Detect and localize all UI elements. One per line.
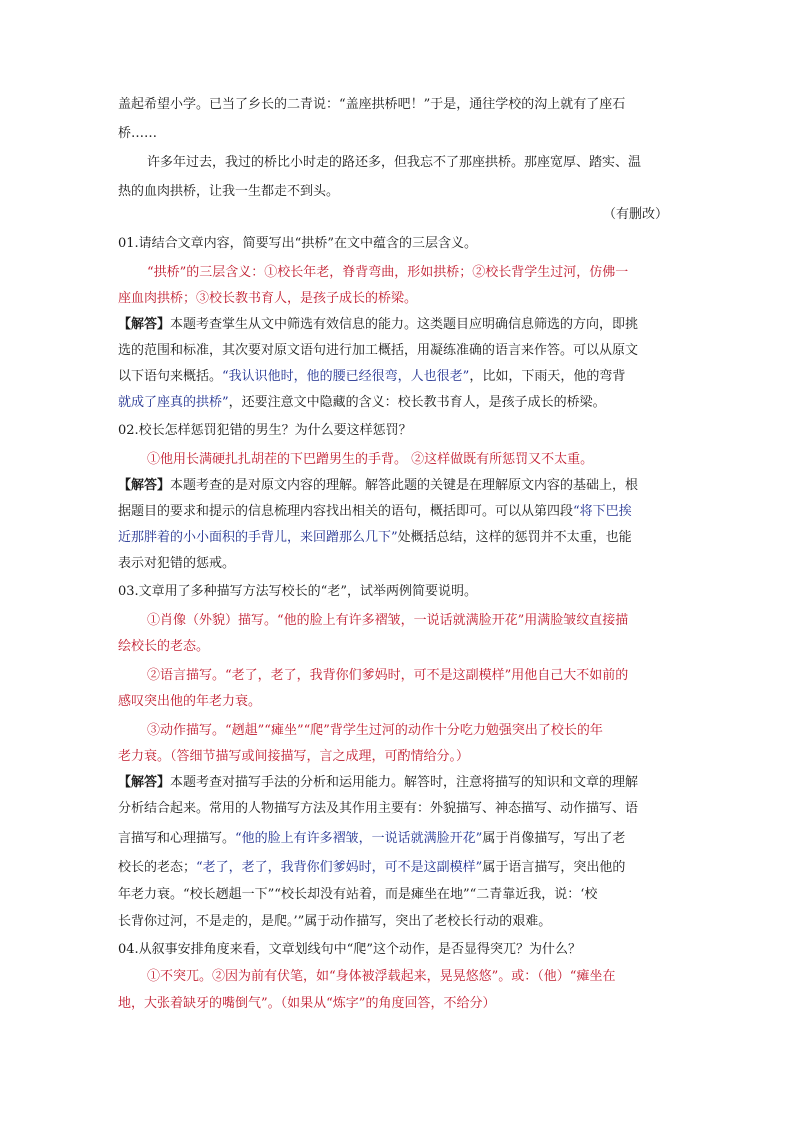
explanation-2-line: 表示对犯错的惩戒。 [118,556,236,571]
explanation-text: 处概括总结，这样的惩罚并不太重，也能 [397,530,632,545]
answer-1-cont: 座血肉拱桥；③校长教书育人，是孩子成长的桥梁。 [118,291,418,306]
explanation-text: 本题考查掌生从文中筛选有效信息的能力。这类题目应明确信息筛选的方向，即挑 [170,317,639,332]
quoted-text: 就成了座真的拱桥” [118,395,229,410]
answer-3-item-cont: 老力衰。（答细节描写或间接描写，言之成理，可酌情给分。） [118,749,470,764]
passage-line: 许多年过去，我过的桥比小时走的路还多，但我忘不了那座拱桥。那座宽厚、踏实、温 [147,155,642,170]
explanation-text: 校长的老态； [118,860,197,875]
answer-4: ①不突兀。②因为前有伏笔，如“身体被浮载起来，晃晃悠悠”。或：（他）“瘫坐在 [147,969,616,984]
explanation-2-line [118,529,678,547]
explanation-3-line: 长背你过河，不是走的，是爬。’”属于动作描写，突出了老校长行动的艰难。 [118,914,552,929]
passage-line: 热的血肉拱桥，让我一生都走不到头。 [118,184,340,199]
answer-tag: 【解答】 [118,317,171,332]
answer-tag: 【解答】 [118,775,171,790]
quoted-text: “我认识他时，他的腰已经很弯，人也很老” [222,369,470,384]
explanation-1-line: 选的范围和标准，其次要对原文语句进行加工概括，用凝练准确的语言来作答。可以从原文 [118,343,639,358]
question-2: 02.校长怎样惩罚犯错的男生？为什么要这样惩罚？ [118,423,412,438]
question-4: 04.从叙事安排角度来看，文章划线句中“爬”这个动作，是否显得突兀？为什么？ [118,942,581,957]
explanation-text: ，还要注意文中隐藏的含义：校长教书育人，是孩子成长的桥梁。 [228,395,606,410]
answer-2: ①他用长满硬扎扎胡茬的下巴蹭男生的手背。 ②这样做既有所惩罚又不太重。 [147,452,594,467]
answer-3-item-cont: 感叹突出他的年老力衰。 [118,694,262,709]
explanation-1 [118,316,678,334]
passage-line: 桥…… [118,126,158,141]
answer-1: “拱桥”的三层含义：①校长年老，脊背弯曲，形如拱桥；②校长背学生过河，仿佛一 [147,265,629,280]
explanation-text: 属于语言描写，突出他的 [482,860,626,875]
quoted-text: “老了，老了，我背你们爹妈时，可不是这副模样” [196,860,483,875]
answer-3-item: ③动作描写。“趔趄”“瘫坐”“爬”背学生过河的动作十分吃力勉强突出了校长的年 [147,723,603,738]
quoted-text: “他的脸上有许多褶皱，一说话就满脸开花” [235,831,483,846]
explanation-2-line [118,503,678,521]
explanation-text: 以下语句来概括。 [118,369,223,384]
quoted-text: “将下巴挨 [573,504,632,519]
question-3: 03.文章用了多种描写方法写校长的“老”，试举两例简要说明。 [118,584,477,599]
explanation-text: 言描写和心理描写。 [118,831,236,846]
answer-3-item-cont: 绘校长的老态。 [118,639,210,654]
question-1: 01.请结合文章内容，简要写出“拱桥”在文中蕴含的三层含义。 [118,236,477,251]
answer-3-item: ②语言描写。“老了，老了，我背你们爹妈时，可不是这副模样”用他自己大不如前的 [147,668,629,683]
source-note: （有删改） [602,207,668,222]
answer-3-item: ①肖像（外貌）描写。“他的脸上有许多褶皱，一说话就满脸开花”用满脸皱纹直接描 [147,613,629,628]
explanation-3 [118,774,678,792]
explanation-text: ，比如，下雨天，他的弯背 [469,369,626,384]
quoted-text: 近那胖着的小小面积的手背儿，来回蹭那么几下” [118,530,398,545]
explanation-3-line [118,859,678,877]
answer-tag: 【解答】 [118,478,171,493]
explanation-text: 据题目的要求和提示的信息梳理内容找出相关的语句，概括即可。可以从第四段 [118,504,574,519]
passage-line: 盖起希望小学。已当了乡长的二青说：“盖座拱桥吧！”于是，通往学校的沟上就有了座石 [118,97,626,112]
explanation-3-line: 年老力衰。“校长趔趄一下”“校长却没有站着，而是瘫坐在地”“二青靠近我，说：‘校 [118,887,598,902]
explanation-text: 本题考查对描写手法的分析和运用能力。解答时，注意将描写的知识和文章的理解 [170,775,639,790]
explanation-3-line [118,830,678,848]
explanation-1-line [118,394,678,412]
explanation-text: 本题考查的是对原文内容的理解。解答此题的关键是在理解原文内容的基础上，根 [170,478,639,493]
explanation-3-line: 分析结合起来。常用的人物描写方法及其作用主要有：外貌描写、神态描写、动作描写、语 [118,801,639,816]
answer-4-cont: 地，大张着缺牙的嘴倒气”。（如果从“炼字”的角度回答，不给分） [118,996,496,1011]
explanation-text: 属于肖像描写，写出了老 [482,831,626,846]
explanation-2 [118,477,678,495]
explanation-1-line [118,368,678,386]
